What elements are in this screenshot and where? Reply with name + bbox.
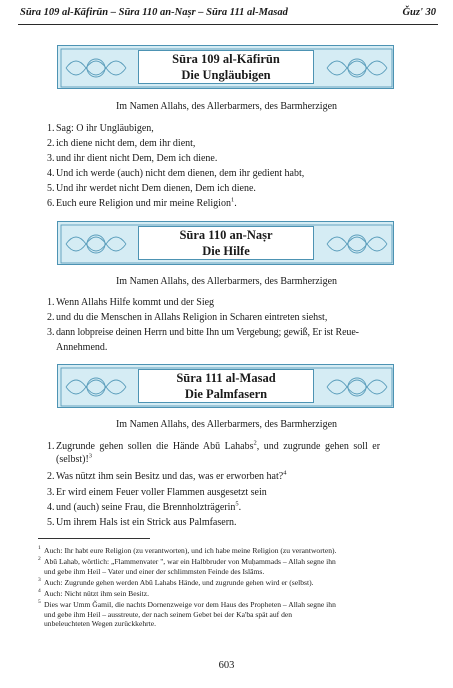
verse-text: und du die Menschen in Allahs Religion in Scharen eintreten siehst,	[56, 312, 328, 323]
footnote-mark: 3	[38, 577, 41, 583]
verse-text: Und ihr werdet nicht Dem dienen, Dem ich diene.	[56, 183, 256, 194]
verse-number: 6.	[47, 198, 55, 209]
verse-number: 1.	[47, 441, 55, 452]
footnote	[38, 600, 416, 629]
footnote	[38, 546, 416, 556]
verse-text-wrap	[56, 198, 237, 211]
verse-tail: .	[238, 502, 242, 513]
footnote-line: Abū Lahab, wörtlich: „Flammenvater ", war ein Halbbruder von Muḥammads – Allah segne ihn	[44, 557, 336, 566]
header-sura-range: Sūra 109 al-Kāfirūn – Sūra 110 an-Naṣr – Sūra 111 al-Masad	[20, 7, 288, 18]
verse-text: Zugrunde gehen sollen die Hände Abū Lahabs	[56, 441, 254, 452]
verse-text-wrap	[56, 441, 380, 454]
verse-number: 2.	[47, 138, 55, 149]
footnote-ref: 2	[253, 439, 257, 447]
verse-text-wrap	[56, 502, 241, 515]
footnote-line: und gebe ihm Heil – ausstreute, der nach seinem Gebet bei der Ka'ba spät auf den	[44, 609, 293, 619]
verse-continuation-wrap	[56, 454, 92, 467]
sura-title: Sūra 110 an-Naṣr	[179, 228, 273, 242]
footnote-ref: 1	[230, 196, 235, 204]
verse-text: dann lobpreise deinen Herrn und bitte Ihn um Vergebung; gewiß, Er ist Reue-	[56, 327, 359, 338]
header-juz: Ǧuz' 30	[402, 7, 436, 18]
footnote-line: und gebe ihm Heil – Vater und einer der schlimmsten Feinde des Islāms.	[44, 566, 265, 576]
footnote-ref: 3	[88, 452, 93, 460]
verse-text: Um ihrem Hals ist ein Strick aus Palmfasern.	[56, 517, 237, 528]
verse-number: 1.	[47, 123, 55, 134]
verse-tail: .	[234, 198, 237, 209]
verse-number: 2.	[47, 471, 55, 482]
footnote-mark: 5	[38, 599, 41, 605]
verse-number: 3.	[47, 153, 55, 164]
sura-subtitle: Die Palmfasern	[184, 386, 268, 401]
sura-banner	[57, 221, 394, 265]
verse-tail: , und zugrunde gehen soll er	[256, 441, 381, 452]
verse-text: Sag: O ihr Ungläubigen,	[56, 123, 154, 134]
verse-text-wrap	[56, 471, 286, 484]
sura-title: Sūra 111 al-Masad	[176, 371, 276, 385]
sura-banner	[57, 45, 394, 89]
verse-text: Er wird einem Feuer voller Flammen ausgesetzt sein	[56, 487, 267, 498]
verse-number: 3.	[47, 327, 55, 338]
footnote-separator	[38, 538, 150, 539]
basmala: Im Namen Allahs, des Allerbarmers, des Barmherzigen	[115, 101, 338, 112]
sura-subtitle: Die Hilfe	[202, 243, 250, 258]
verse-number: 4.	[47, 168, 55, 179]
footnote	[38, 557, 416, 576]
footnote-line: Auch: Zugrunde gehen werden Abū Lahabs Hände, und zugrunde gehen wird er (selbst).	[44, 578, 314, 587]
footnote-ref: 4	[283, 469, 287, 477]
verse-number: 5.	[47, 517, 55, 528]
footnote-line: Auch: Nicht nützt ihm sein Besitz.	[44, 589, 150, 598]
footnote-line: unbeleuchteten Wegen zurückkehrte.	[44, 619, 157, 629]
verse-number: 1.	[47, 297, 55, 308]
footnote-mark: 1	[38, 545, 41, 551]
verse-text: und ihr dient nicht Dem, Dem ich diene.	[56, 153, 218, 164]
verse-text: Wenn Allahs Hilfe kommt und der Sieg	[56, 297, 215, 308]
verse-number: 2.	[47, 312, 55, 323]
page-number: 603	[218, 660, 235, 671]
verse-number: 5.	[47, 183, 55, 194]
verse-number: 4.	[47, 502, 55, 513]
header-rule	[18, 24, 438, 25]
basmala: Im Namen Allahs, des Allerbarmers, des Barmherzigen	[115, 419, 338, 430]
verse-text: ich diene nicht dem, dem ihr dient,	[56, 138, 196, 149]
verse-text: Und ich werde (auch) nicht dem dienen, dem ihr gedient habt,	[56, 168, 305, 179]
footnote	[38, 589, 416, 599]
sura-title-plate	[138, 369, 314, 403]
footnote-ref: 5	[235, 500, 239, 508]
verse-text: Was nützt ihm sein Besitz und das, was er erworben hat?	[56, 471, 284, 482]
sura-title-plate	[138, 50, 314, 84]
basmala: Im Namen Allahs, des Allerbarmers, des Barmherzigen	[115, 276, 338, 287]
footnote-mark: 2	[38, 556, 41, 562]
sura-banner	[57, 364, 394, 408]
verse-continuation: Annehmend.	[56, 342, 108, 353]
sura-title: Sūra 109 al-Kāfirūn	[172, 52, 280, 66]
verse-text: Euch eure Religion und mir meine Religion	[56, 198, 231, 209]
sura-subtitle: Die Ungläubigen	[181, 67, 271, 82]
verse-text: und (auch) seine Frau, die Brennholzträgerin	[56, 502, 236, 513]
footnote-line: Auch: Ihr habt eure Religion (zu verantworten), und ich habe meine Religion (zu verantworten).	[44, 546, 337, 555]
sura-title-plate	[138, 226, 314, 260]
footnote	[38, 578, 416, 588]
verse-continuation: (selbst)!	[56, 454, 89, 465]
footnote-mark: 4	[38, 588, 41, 594]
verse-number: 3.	[47, 487, 55, 498]
running-header	[20, 7, 436, 21]
footnote-line: Dies war Umm Ǧamil, die nachts Dornenzweige vor dem Haus des Propheten – Allah segne ihn	[44, 600, 336, 609]
